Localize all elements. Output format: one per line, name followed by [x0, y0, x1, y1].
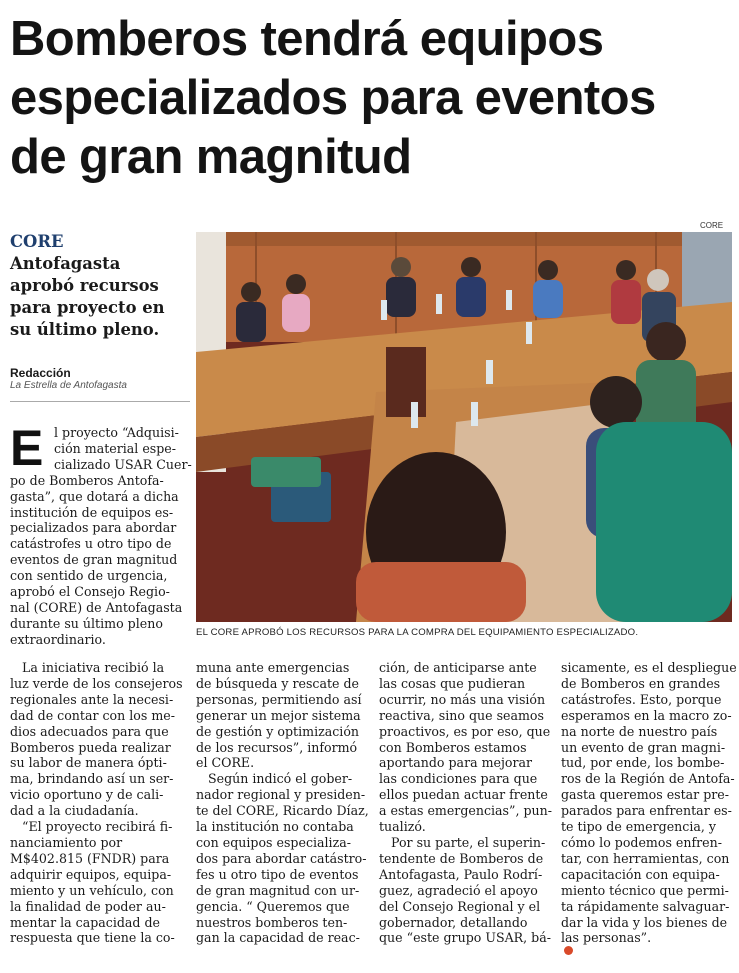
text-line: ellos puedan actuar frente	[379, 787, 548, 803]
text-line: tualizó.	[379, 819, 426, 835]
text-line: gasta”, que dotará a dicha	[10, 488, 179, 504]
text-line: personas, permitiendo así	[196, 691, 362, 707]
author-org: La Estrella de Antofagasta	[10, 380, 127, 391]
text-line: catástrofes. Esto, porque	[561, 691, 722, 707]
subhead-line: para proyecto en	[10, 298, 165, 317]
text-line: “El proyecto recibirá fi-	[22, 819, 173, 835]
text-line: las cosas que pudieran	[379, 675, 526, 691]
text-line: de gestión y optimización	[196, 723, 360, 739]
text-line: dad a la ciudadanía.	[10, 803, 139, 819]
text-line: catástrofes u otro tipo de	[10, 536, 172, 552]
text-line: M$402.815 (FNDR) para	[10, 850, 170, 866]
text-line: la institución no contaba	[196, 819, 354, 835]
text-line: dar la vida y los bienes de	[561, 914, 728, 930]
text-line: durante su último pleno	[10, 615, 163, 631]
text-line: cómo lo podemos enfren-	[561, 834, 722, 850]
text-line: aprobó el Consejo Regio-	[10, 584, 170, 600]
text-line: ros de la Región de Antofa-	[561, 771, 735, 787]
text-line: miento técnico que permi-	[561, 882, 729, 898]
text-line: de gran magnitud con ur-	[196, 882, 360, 898]
text-line: de Bomberos en grandes	[561, 675, 721, 691]
text-line: las condiciones para que	[379, 771, 538, 787]
drop-cap: E	[10, 420, 44, 476]
text-line: Antofagasta, Paulo Rodrí-	[379, 866, 543, 882]
text-line-end: las personas”.	[561, 930, 652, 946]
text-line: respuesta que tiene la co-	[10, 930, 175, 946]
text-line: fes u otro tipo de eventos	[196, 866, 359, 882]
end-of-article-icon	[564, 946, 573, 955]
text-line: ocurrir, no más una visión	[379, 691, 546, 707]
headline-line: Bomberos tendrá equipos	[10, 12, 604, 66]
text-line: ma, brindando así un ser-	[10, 771, 174, 787]
text-line: po de Bomberos Antofa-	[10, 472, 164, 488]
text-line: La iniciativa recibió la	[22, 660, 165, 675]
headline	[10, 10, 730, 187]
text-line: generar un mejor sistema	[196, 707, 361, 723]
text-line: nal (CORE) de Antofagasta	[10, 599, 183, 615]
text-line: proactivos, es por eso, que	[379, 723, 551, 739]
text-line: aportando para mejorar	[379, 755, 533, 771]
divider	[10, 401, 190, 402]
headline-line: especializados para eventos	[10, 71, 656, 125]
text-line: ción material espe-	[54, 440, 177, 456]
subhead-line: CORE	[10, 232, 64, 251]
text-line: con equipos especializa-	[196, 834, 351, 850]
text-line: luz verde de los consejeros	[10, 675, 183, 691]
text-line	[561, 930, 733, 955]
text-line: l proyecto “Adquisi-	[54, 425, 179, 440]
text-line: miento y un vehículo, con	[10, 882, 174, 898]
subhead-line: su último pleno.	[10, 320, 160, 339]
text-line: la finalidad de poder au-	[10, 898, 166, 914]
text-line: a estas emergencias”, pun-	[379, 803, 552, 819]
text-line: Según indicó el gober-	[208, 771, 353, 787]
text-line: reactiva, sino que seamos	[379, 707, 544, 723]
text-line: dad de contar con los me-	[10, 707, 175, 723]
text-line: te tipo de emergencia, y	[561, 819, 716, 835]
text-line: na norte de nuestro país	[561, 723, 718, 739]
text-line: extraordinario.	[10, 631, 106, 647]
text-line: un evento de gran magni-	[561, 739, 726, 755]
column-1	[10, 660, 190, 946]
text-line: gencia. “ Queremos que	[196, 898, 350, 914]
text-line: mentar la capacidad de	[10, 914, 160, 930]
text-line: tud, por ende, los bombe-	[561, 755, 725, 771]
text-line: de búsqueda y rescate de	[196, 675, 359, 691]
photo-credit: CORE	[700, 221, 724, 230]
text-line: nanciamiento por	[10, 834, 123, 850]
column-2	[196, 660, 372, 946]
text-line: el CORE.	[196, 755, 255, 771]
text-line: vicio oportuno y de cali-	[10, 787, 164, 803]
headline-line: de gran magnitud	[10, 130, 412, 184]
text-line: tar, con herramientas, con	[561, 850, 730, 866]
subhead-line: aprobó recursos	[10, 276, 159, 295]
text-line: pecializados para abordar	[10, 520, 177, 536]
text-line: regionales ante la necesi-	[10, 691, 174, 707]
photo-illustration	[196, 232, 732, 622]
text-line: muna ante emergencias	[196, 660, 350, 675]
byline	[10, 366, 190, 391]
subhead-line: Antofagasta	[10, 254, 121, 273]
text-line: sicamente, es el despliegue	[561, 660, 737, 675]
text-line: de los recursos”, informó	[196, 739, 358, 755]
subheadline	[10, 231, 190, 341]
column-3	[379, 660, 555, 946]
text-line: gobernador, detallando	[379, 914, 528, 930]
text-line: Por su parte, el superin-	[391, 834, 546, 850]
text-line: institución de equipos es-	[10, 504, 174, 520]
photo-caption: EL CORE APROBÓ LOS RECURSOS PARA LA COMPRA DEL EQUIPAMIENTO ESPECIALIZADO.	[196, 627, 639, 638]
column-4	[561, 660, 737, 955]
text-line: Bomberos pueda realizar	[10, 739, 171, 755]
text-line: con sentido de urgencia,	[10, 568, 168, 584]
text-line: capacitación con equipa-	[561, 866, 720, 882]
text-line: nador regional y presiden-	[196, 787, 366, 803]
text-line: dios adecuados para que	[10, 723, 169, 739]
text-line: parados para enfrentar es-	[561, 803, 732, 819]
author-name: Redacción	[10, 366, 71, 380]
text-line: nuestros bomberos ten-	[196, 914, 348, 930]
text-line: dos para abordar catástro-	[196, 850, 367, 866]
text-line: ta rápidamente salvaguar-	[561, 898, 730, 914]
text-line: cializado USAR Cuer-	[54, 456, 192, 472]
council-meeting-photo	[196, 232, 732, 622]
person-green-jacket	[596, 422, 732, 622]
text-line: tendente de Bomberos de	[379, 850, 544, 866]
text-line: su labor de manera ópti-	[10, 755, 167, 771]
text-line: guez, agradeció el apoyo	[379, 882, 538, 898]
text-line: gan la capacidad de reac-	[196, 930, 360, 946]
column-1-lead	[10, 420, 192, 648]
text-line: con Bomberos estamos	[379, 739, 527, 755]
text-line: ción, de anticiparse ante	[379, 660, 537, 675]
text-line: te del CORE, Ricardo Díaz,	[196, 803, 369, 819]
text-line: esperamos en la macro zo-	[561, 707, 732, 723]
text-line: adquirir equipos, equipa-	[10, 866, 172, 882]
text-line: eventos de gran magnitud	[10, 552, 178, 568]
text-line: del Consejo Regional y el	[379, 898, 541, 914]
text-line: gasta queremos estar pre-	[561, 787, 729, 803]
text-line: que “este grupo USAR, bá-	[379, 930, 551, 946]
